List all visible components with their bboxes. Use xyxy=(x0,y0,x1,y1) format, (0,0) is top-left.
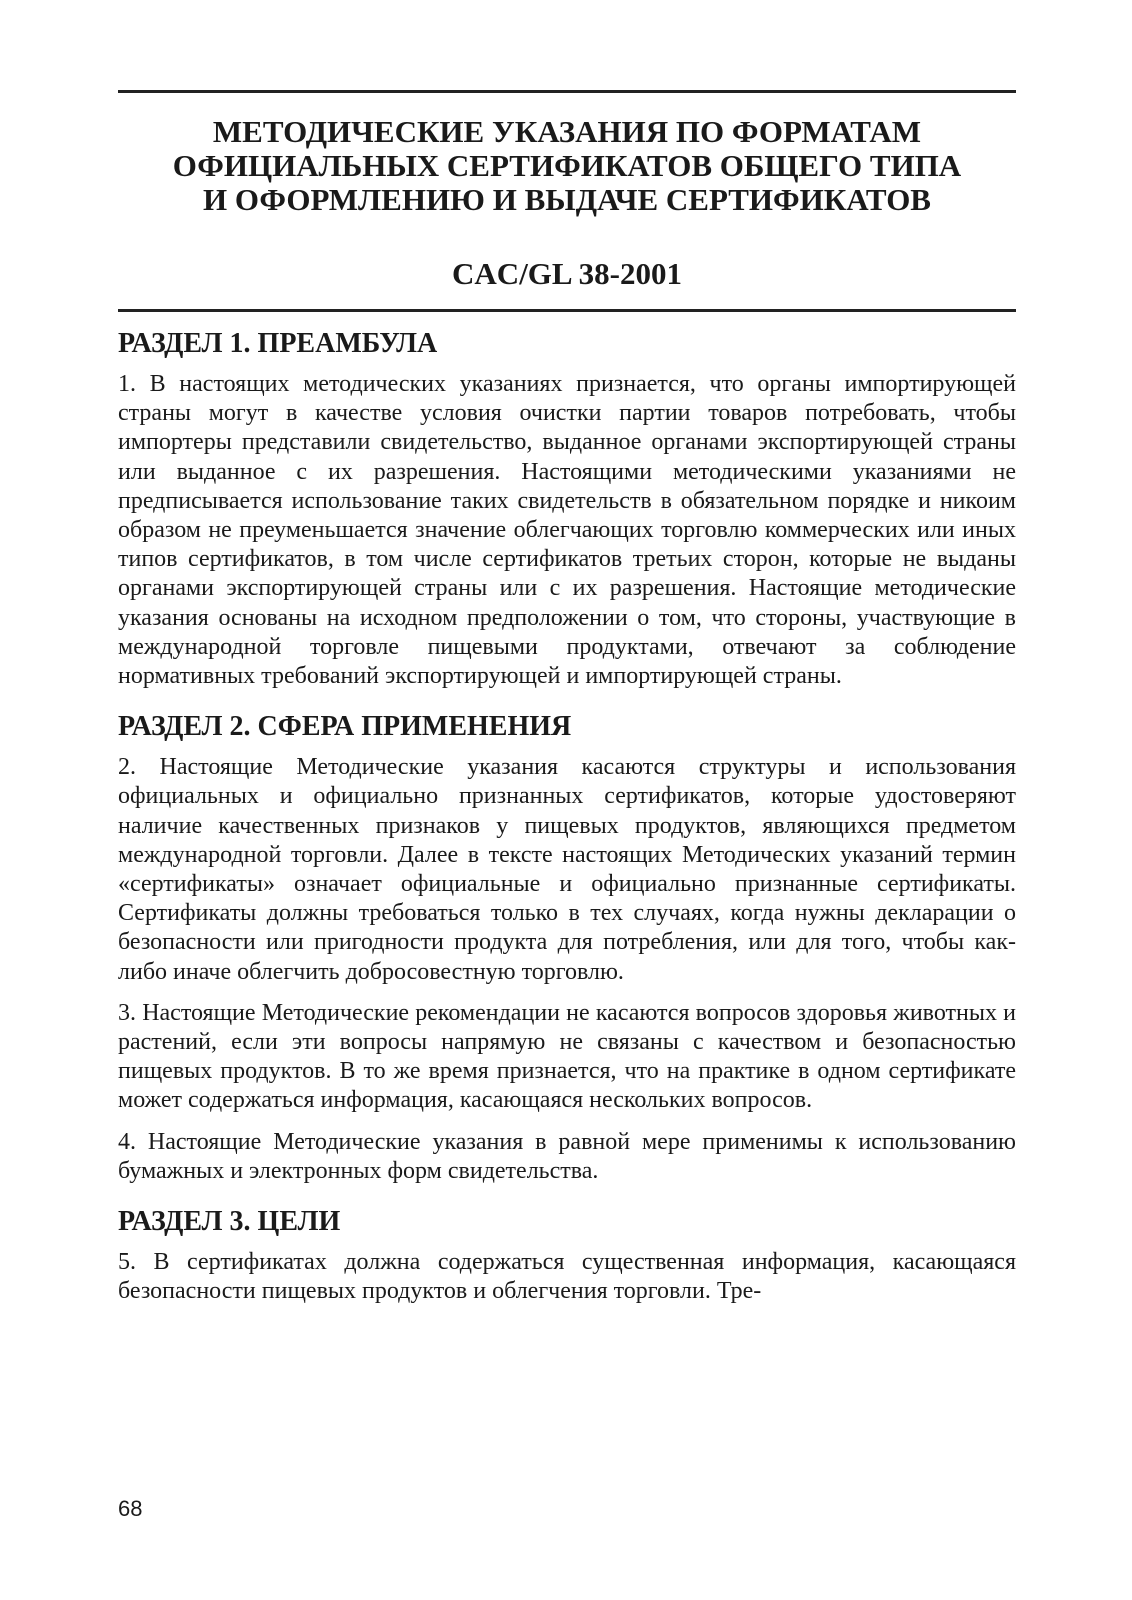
section-heading: РАЗДЕЛ 1. ПРЕАМБУЛА xyxy=(118,328,438,359)
document-title-line: ОФИЦИАЛЬНЫХ СЕРТИФИКАТОВ ОБЩЕГО ТИПА xyxy=(172,148,962,183)
paragraph: 4. Настоящие Методические указания в равной мере применимы к использованию бумажных и электронных форм свидетельства. xyxy=(118,1128,1016,1184)
document-title-line: И ОФОРМЛЕНИЮ И ВЫДАЧЕ СЕРТИФИКАТОВ xyxy=(202,182,931,217)
section-scope xyxy=(118,711,1016,1186)
document-page xyxy=(118,90,1016,1306)
paragraph: 5. В сертификатах должна содержаться существенная информация, касающаяся безопасности пищевых продуктов и облегчения торговли. Тре- xyxy=(118,1249,1016,1305)
title-bottom-rule xyxy=(118,309,1016,312)
page-number: 68 xyxy=(118,1496,143,1521)
document-code: CAC/GL 38-2001 xyxy=(452,256,682,291)
top-rule xyxy=(118,90,1016,93)
document-title-line: МЕТОДИЧЕСКИЕ УКАЗАНИЯ ПО ФОРМАТАМ xyxy=(212,114,922,149)
section-objectives xyxy=(118,1206,1016,1306)
paragraph: 1. В настоящих методических указаниях признается, что органы импортирующей страны могут в качестве условия очистки партии товаров потребовать, чтобы импортеры представили свидетельство, выданное органами экспортирующей страны или выданное с их разрешения. Настоящими методическими указаниями не предписывается использование таких свидетельств в обязательном порядке и никоим образом не преуменьшается значение облегчающих торговлю коммерческих или иных типов сертификатов, в том числе сертификатов третьих сторон, которые не выданы органами экспортирующей страны или с их разрешения. Настоящие методические указания основаны на исходном предположении о том, что стороны, участвующие в международной торговле пищевыми продуктами, отвечают за соблюдение нормативных требований экспортирующей и импортирующей страны. xyxy=(118,371,1016,690)
section-heading: РАЗДЕЛ 2. СФЕРА ПРИМЕНЕНИЯ xyxy=(118,711,572,743)
section-heading: РАЗДЕЛ 3. ЦЕЛИ xyxy=(118,1206,341,1238)
paragraph: 2. Настоящие Методические указания касаются структуры и использования официальных и официально признанных сертификатов, которые удостоверяют наличие качественных признаков у пищевых продуктов, являющихся предметом международной торговли. Далее в тексте настоящих Методических указаний термин «сертификаты» означает официальные и официально признанные сертификаты. Сертификаты должны требоваться только в тех случаях, когда нужны декларации о безопасности или пригодности продукта для потребления, или для того, чтобы как-либо иначе облегчить добросовестную торговлю. xyxy=(118,754,1016,985)
document-title xyxy=(118,115,1016,217)
section-preamble xyxy=(118,328,1016,691)
paragraph: 3. Настоящие Методические рекомендации не касаются вопросов здоровья животных и растений, если эти вопросы напрямую не связаны с качеством и безопасностью пищевых продуктов. В то же время признается, что на практике в одном сертификате может содержаться информация, касающаяся нескольких вопросов. xyxy=(118,999,1016,1114)
